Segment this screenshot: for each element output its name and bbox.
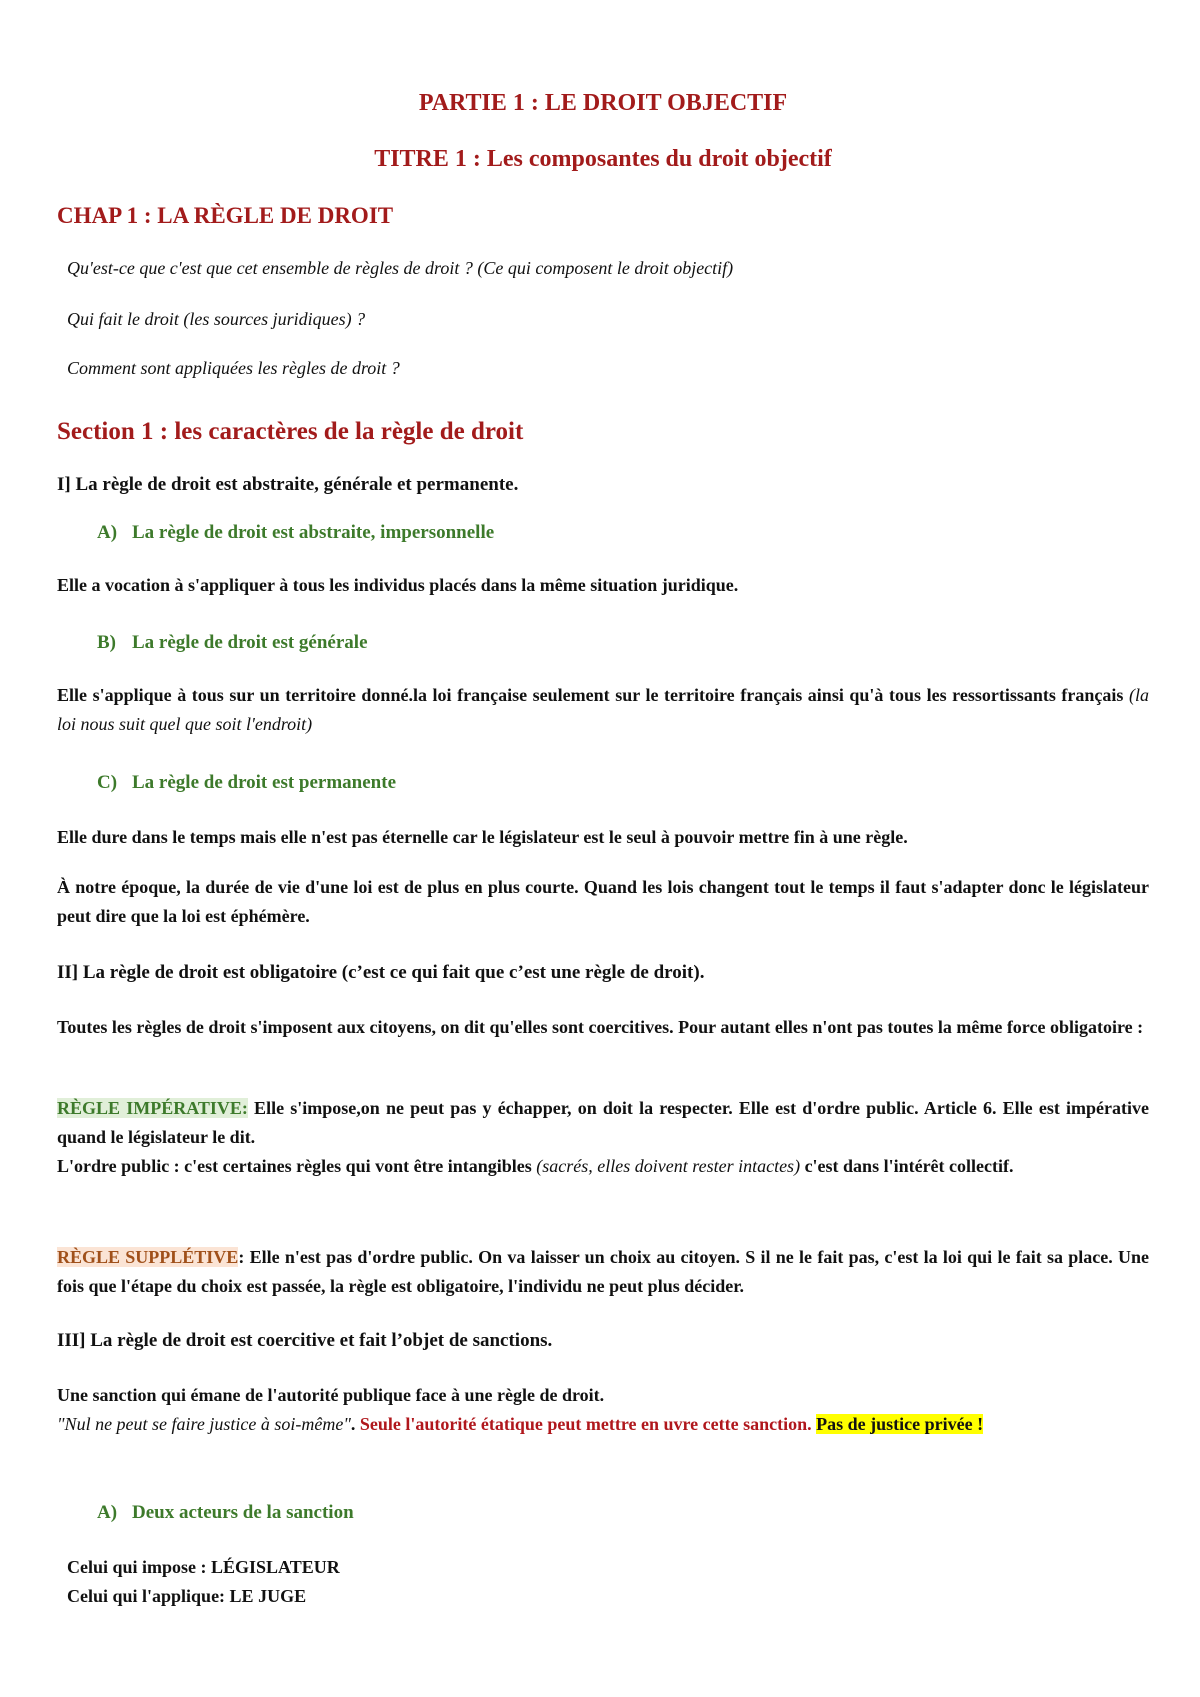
paragraph-permanent-1: Elle dure dans le temps mais elle n'est pas éternelle car le législateur est le seul à pouvoir mettre fin à une règle.: [57, 827, 908, 847]
suppletive-text: : Elle n'est pas d'ordre public. On va laisser un choix au citoyen. S il ne le fait pas, c'est la loi qui le fait sa place. Une fois que l'étape du choix est passée, la règle est obligatoire, l'individu ne peut plus décider.: [57, 1247, 1150, 1296]
suppletive-label: RÈGLE SUPPLÉTIVE: [57, 1247, 239, 1267]
paragraph-imperative: [57, 1094, 1149, 1181]
subheading-letter: B): [97, 632, 116, 653]
sanction-dot: .: [350, 1414, 360, 1434]
ordre-public-end: c'est dans l'intérêt collectif.: [800, 1156, 1014, 1176]
subheading-acteurs: [97, 1502, 354, 1524]
subheading-title: Deux acteurs de la sanction: [132, 1502, 354, 1523]
part3-heading: III] La règle de droit est coercitive et fait l’objet de sanctions.: [57, 1330, 553, 1351]
section-heading: Section 1 : les caractères de la règle de droit: [57, 418, 524, 445]
actors-list: [67, 1553, 1147, 1611]
subheading-letter: C): [97, 772, 118, 793]
paragraph-general: [57, 681, 1149, 739]
ordre-public-note: (sacrés, elles doivent rester intactes): [536, 1156, 801, 1176]
titre-heading: TITRE 1 : Les composantes du droit objectif: [374, 146, 832, 172]
paragraph-suppletive: [57, 1243, 1149, 1301]
paragraph-abstract: Elle a vocation à s'appliquer à tous les individus placés dans la même situation juridique.: [57, 575, 739, 595]
sanction-line: Une sanction qui émane de l'autorité publique face à une règle de droit.: [57, 1385, 605, 1405]
paragraph-permanent-2: À notre époque, la durée de vie d'une loi est de plus en plus courte. Quand les lois changent tout le temps il faut s'adapter donc le législateur peut dire que la loi est éphémère.: [57, 877, 1149, 926]
subheading-title: La règle de droit est générale: [132, 632, 368, 653]
subheading-title: La règle de droit est permanente: [132, 772, 397, 793]
question-1: Qu'est-ce que c'est que cet ensemble de règles de droit ? (Ce qui composent le droit objectif): [67, 258, 734, 278]
general-text: Elle s'applique à tous sur un territoire donné.la loi française seulement sur le territoire français ainsi qu'à tous les ressortissants français: [57, 685, 1124, 705]
sanction-red-text: Seule l'autorité étatique peut mettre en uvre cette sanction.: [359, 1414, 812, 1434]
paragraph-obligatoire: Toutes les règles de droit s'imposent aux citoyens, on dit qu'elles sont coercitives. Pour autant elles n'ont pas toutes la même force obligatoire :: [57, 1017, 1144, 1037]
question-3: Comment sont appliquées les règles de droit ?: [67, 358, 400, 378]
ordre-public-label: L'ordre public : c'est certaines règles qui vont être intangibles: [57, 1156, 537, 1176]
imperative-text: Elle s'impose,on ne peut pas y échapper, on doit la respecter. Elle est d'ordre public. Article 6. Elle est impérative quand le législateur le dit.: [57, 1098, 1149, 1147]
document-page: [57, 0, 1149, 1697]
question-2: Qui fait le droit (les sources juridiques) ?: [67, 309, 366, 329]
subheading-letter: A): [97, 1502, 118, 1523]
subheading-c: [97, 772, 396, 794]
sanction-quote: "Nul ne peut se faire justice à soi-même": [57, 1414, 351, 1434]
paragraph-sanction: [57, 1381, 1149, 1439]
sanction-highlight: Pas de justice privée !: [816, 1414, 984, 1434]
subheading-b: [97, 632, 368, 654]
subheading-a: [97, 522, 494, 544]
subheading-title: La règle de droit est abstraite, impersonnelle: [132, 522, 495, 543]
subheading-letter: A): [97, 522, 118, 543]
partie-heading: PARTIE 1 : LE DROIT OBJECTIF: [418, 90, 788, 116]
chapter-heading: CHAP 1 : LA RÈGLE DE DROIT: [57, 203, 394, 228]
general-note: (la loi nous suit quel que soit l'endroit): [57, 685, 1150, 734]
actor-legislateur: Celui qui impose : LÉGISLATEUR: [67, 1557, 340, 1577]
actor-juge: Celui qui l'applique: LE JUGE: [67, 1586, 307, 1606]
imperative-label: RÈGLE IMPÉRATIVE:: [57, 1098, 248, 1118]
part2-heading: II] La règle de droit est obligatoire (c’est ce qui fait que c’est une règle de droit).: [57, 962, 705, 983]
part1-heading: I] La règle de droit est abstraite, générale et permanente.: [57, 474, 519, 495]
